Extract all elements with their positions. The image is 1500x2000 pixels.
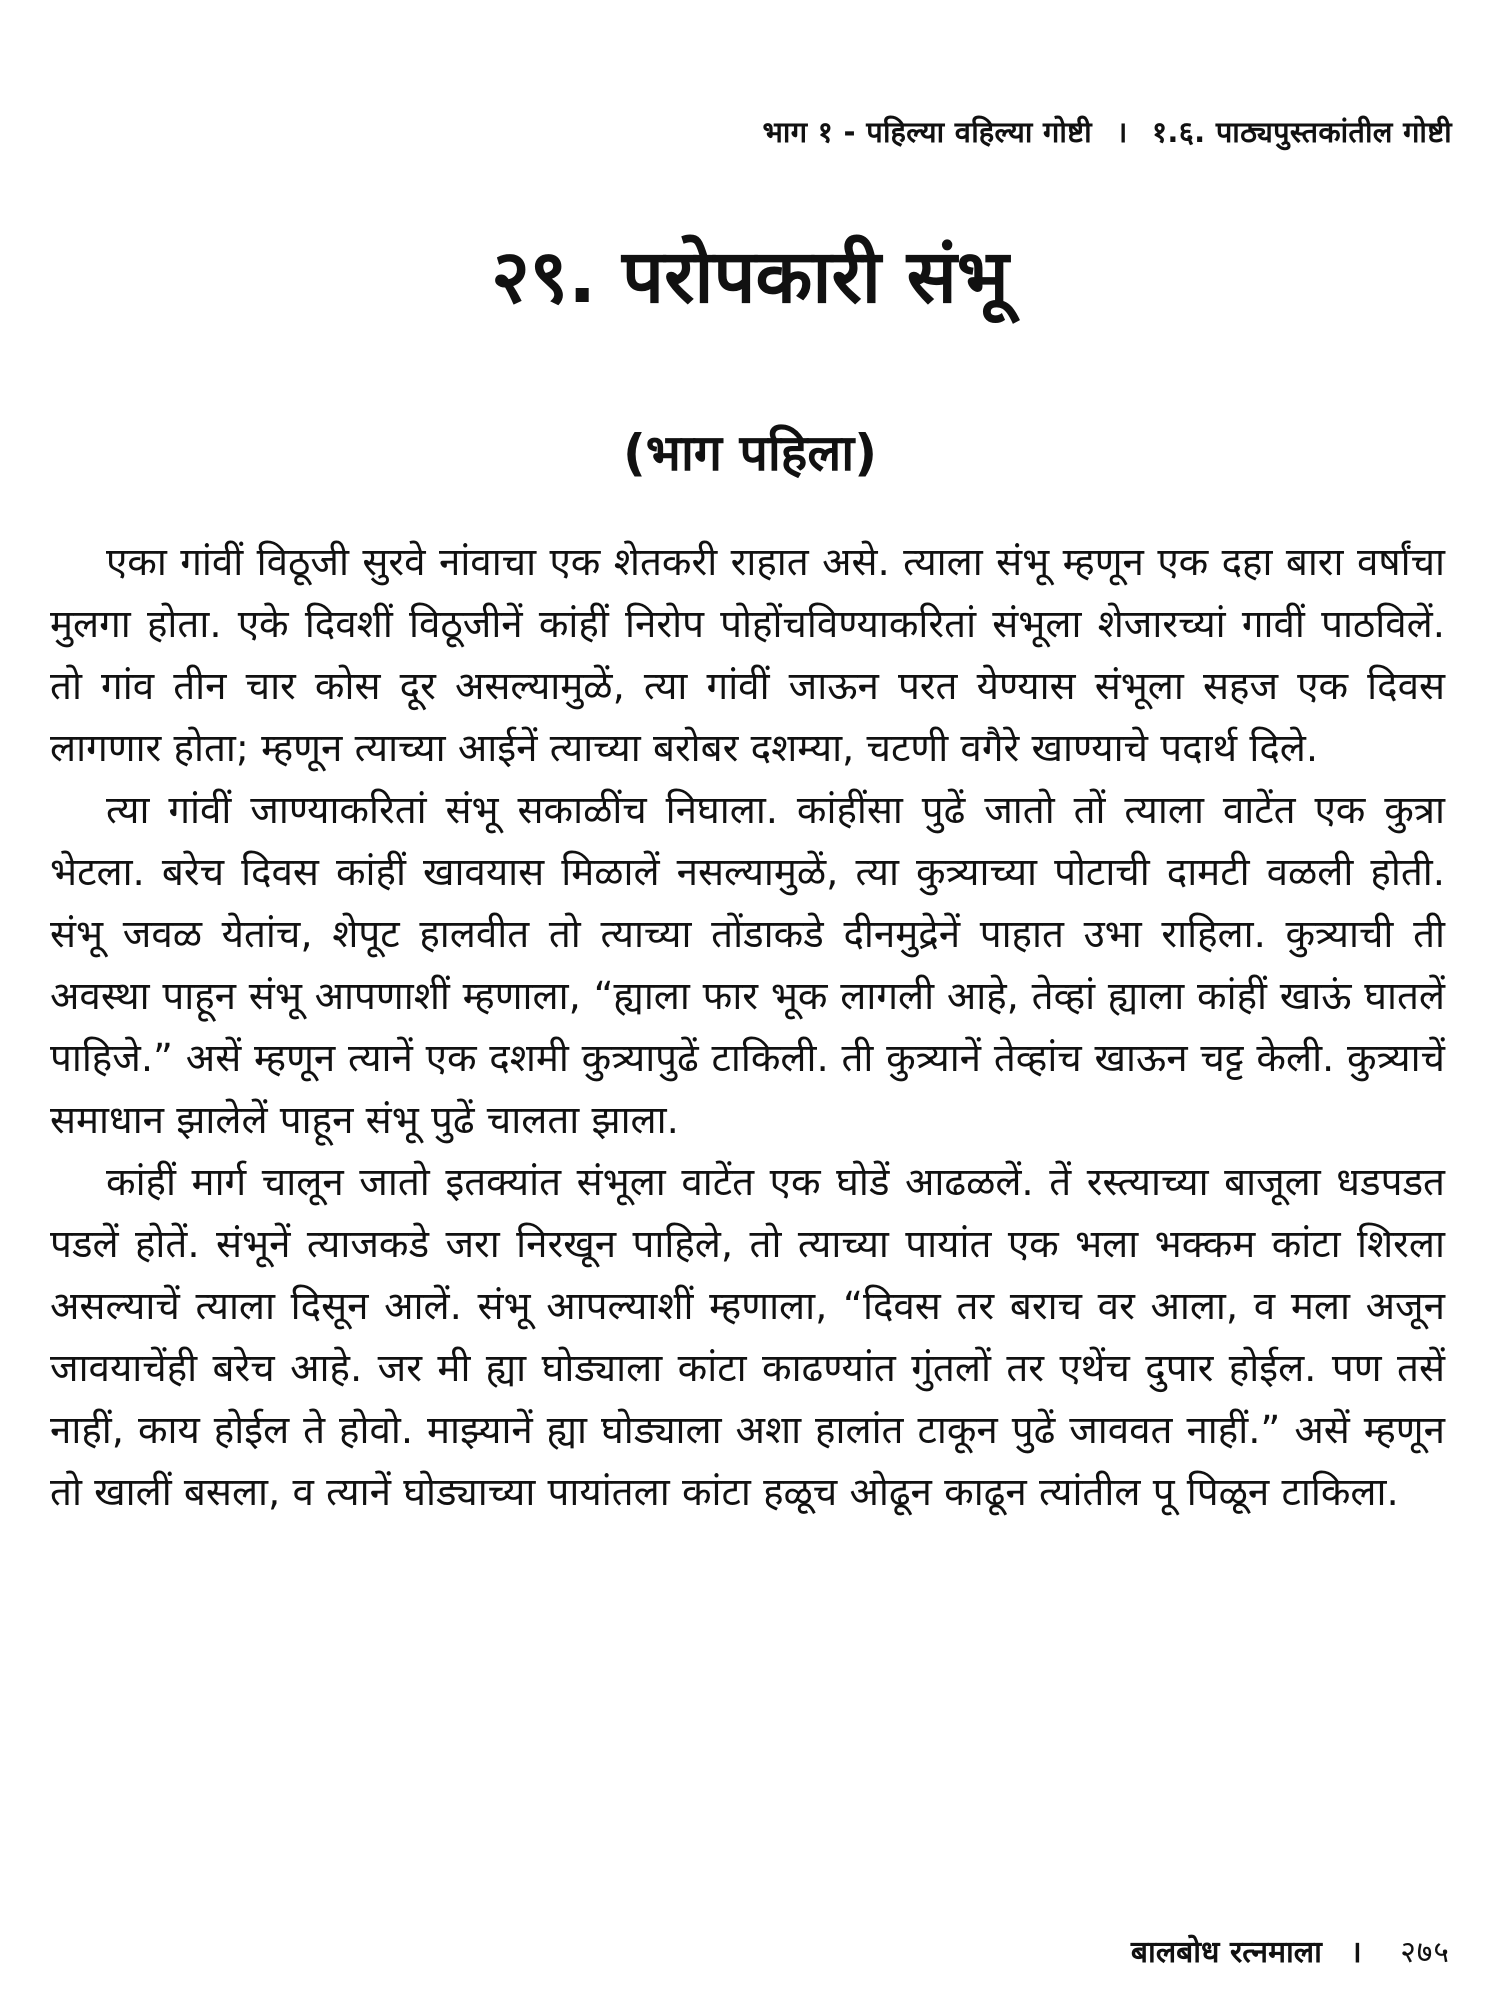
running-header: [763, 112, 1452, 151]
chapter-title: २९. परोपकारी संभू: [491, 234, 1009, 320]
page-number: २७५: [1400, 1935, 1450, 1970]
running-footer: [1131, 1930, 1450, 1971]
paragraph-1: एका गांवीं विठूजी सुरवे नांवाचा एक शेतकरी राहात असे. त्याला संभू म्हणून एक दहा बारा वर्षांचा मुलगा होता. एके दिवशीं विठूजीनें कांहीं निरोप पोहोंचविण्याकरितां संभूला शेजारच्यां गावीं पाठविलें. तो गांव तीन चार कोस दूर असल्यामुळें, त्या गांवीं जाऊन परत येण्यास संभूला सहज एक दिवस लागणार होता; म्हणून त्याच्या आईनें त्याच्या बरोबर दशम्या, चटणी वगैरे खाण्याचे पदार्थ दिले.: [50, 540, 1445, 771]
header-subsection: १.६. पाठ्यपुस्तकांतील गोष्टी: [1152, 115, 1452, 149]
header-separator: ।: [1116, 115, 1128, 149]
part-heading: (भाग पहिला): [622, 424, 878, 482]
paragraph-3: कांहीं मार्ग चालून जातो इतक्यांत संभूला वाटेंत एक घोडें आढळलें. तें रस्त्याच्या बाजूला धडपडत पडलें होतें. संभूनें त्याजकडे जरा निरखून पाहिले, तो त्याच्या पायांत एक भला भक्कम कांटा शिरला असल्याचें त्याला दिसून आलें. संभू आपल्याशीं म्हणाला, “दिवस तर बराच वर आला, व मला अजून जावयाचेंही बरेच आहे. जर मी ह्या घोड्याला कांटा काढण्यांत गुंतलों तर एथेंच दुपार होईल. पण तसें नाहीं, काय होईल ते होवो. माझ्यानें ह्या घोड्याला अशा हालांत टाकून पुढें जाववत नाहीं.” असें म्हणून तो खालीं बसला, व त्यानें घोड्याच्या पायांतला कांटा हळूच ओढून काढून त्यांतील पू पिळून टाकिला.: [50, 1160, 1445, 1515]
header-section: भाग १ - पहिल्या वहिल्या गोष्टी: [762, 115, 1092, 149]
paragraph-2: त्या गांवीं जाण्याकरितां संभू सकाळींच निघाला. कांहींसा पुढें जातो तों त्याला वाटेंत एक कुत्रा भेटला. बरेच दिवस कांहीं खावयास मिळालें नसल्यामुळें, त्या कुत्र्याच्या पोटाची दामटी वळली होती. संभू जवळ येतांच, शेपूट हालवीत तो त्याच्या तोंडाकडे दीनमुद्रेनें पाहात उभा राहिला. कुत्र्याची ती अवस्था पाहून संभू आपणाशीं म्हणाला, “ह्याला फार भूक लागली आहे, तेव्हां ह्याला कांहीं खाऊं घातलें पाहिजे.” असें म्हणून त्यानें एक दशमी कुत्र्यापुढें टाकिली. ती कुत्र्यानें तेव्हांच खाऊन चट्ट केली. कुत्र्याचें समाधान झालेलें पाहून संभू पुढें चालता झाला.: [50, 788, 1445, 1143]
footer-book-name: बालबोध रत्नमाला: [1130, 1935, 1322, 1970]
footer-separator: ।: [1350, 1935, 1362, 1970]
story-body: [50, 532, 1445, 1524]
